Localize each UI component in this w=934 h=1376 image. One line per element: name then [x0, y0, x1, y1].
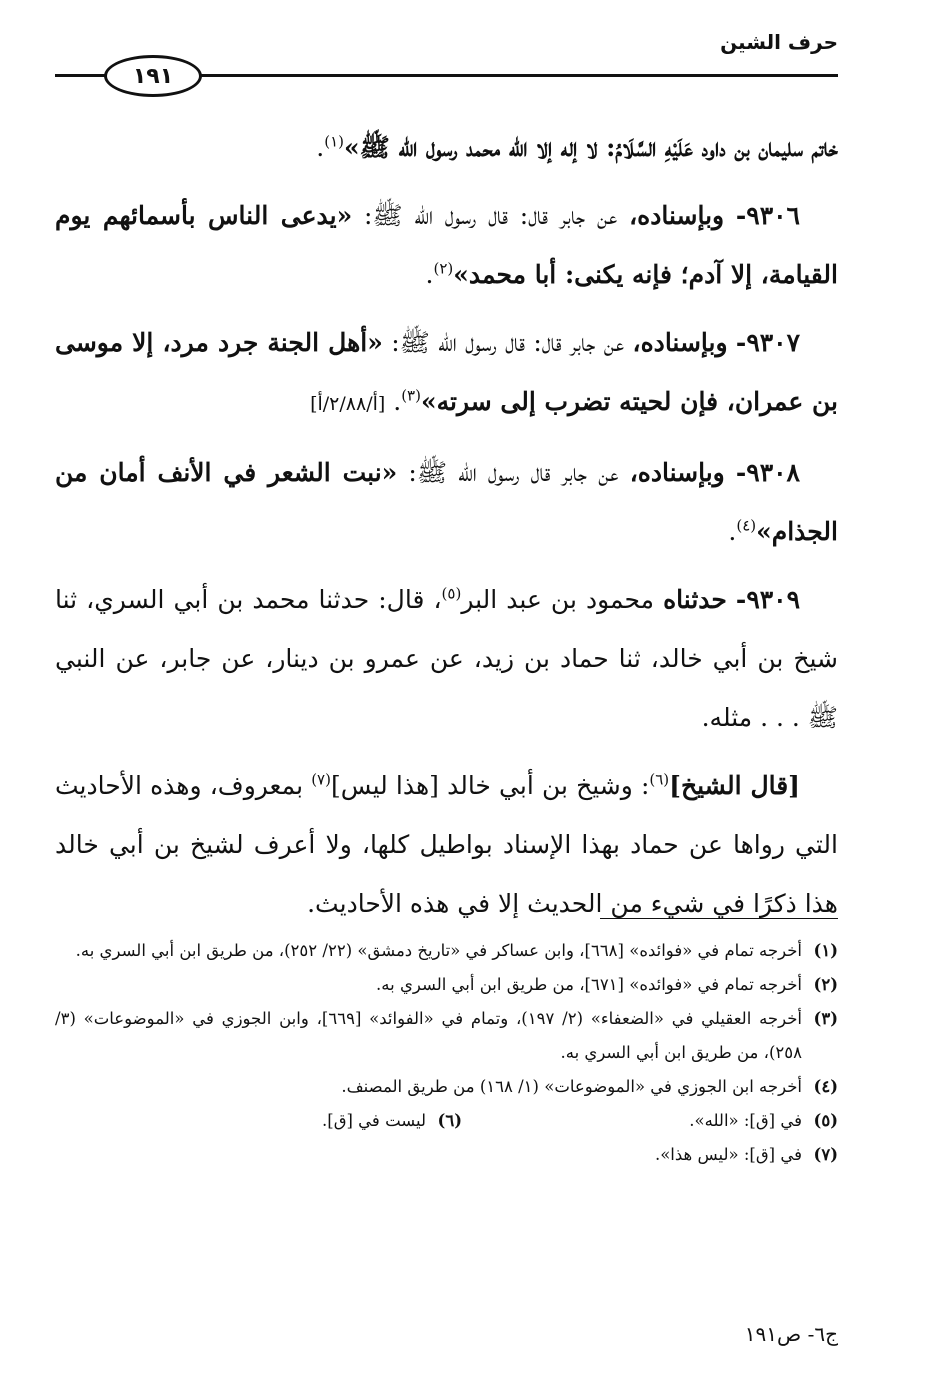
hadith-9306: [55, 186, 838, 304]
manuscript-ref: [أ/٢/٨٨/أ]: [310, 393, 386, 415]
running-head: حرف الشين: [720, 30, 838, 54]
hadith-9307: [55, 313, 838, 434]
text: عن جابر قال رسول الله ﷺ:: [408, 458, 619, 487]
footnote-ref: (٧): [311, 770, 331, 789]
footnote-text: أخرجه ابن الجوزي في «الموضوعات» (١/ ١٦٨) من طريق المصنف.: [341, 1077, 802, 1096]
text: محمود بن عبد البر: [461, 585, 654, 614]
hadith-lead: وبإسناده،: [629, 458, 725, 487]
footnote-row: [55, 1104, 838, 1138]
footnote-number: (٣): [813, 1009, 838, 1028]
sheikh-comment: [55, 756, 838, 933]
footnote-ref: (٢): [433, 259, 454, 278]
hadith-9308: [55, 443, 838, 561]
text: : وشيخ بن أبي خالد [هذا ليس]: [330, 771, 650, 800]
footnote-5: [462, 1104, 838, 1138]
text: .: [393, 387, 402, 416]
footnote-text: في [ق]: «ليس هذا».: [654, 1145, 802, 1164]
text: خاتم سليمان بن داود عَلَيْهِ السَّلَامُ: لا إله إلا الله محمد رسول الله ﷺ»: [344, 133, 838, 162]
hadith-lead: وبإسناده،: [632, 328, 728, 357]
footnote-3: [55, 1002, 838, 1070]
footnote-number: (٢): [813, 975, 838, 994]
comment-lead: [قال الشيخ]: [669, 771, 801, 800]
footnote-text: أخرجه العقيلي في «الضعفاء» (٢/ ١٩٧)، وتمام في «الفوائد» [٦٦٩]، وابن الجوزي في «الموضوعات» (٣/ ٢٥٨)، من طريق ابن أبي السري به.: [55, 1009, 802, 1062]
hadith-quote: «يدعى الناس بأسمائهم يوم القيامة، إلا آدم؛ فإنه يكنى: أبا محمد»: [55, 201, 838, 289]
hadith-9309: [55, 570, 838, 747]
text: بمعروف، وهذه الأحاديث التي رواها عن حماد بهذا الإسناد بواطيل كلها، ولا أعرف لشيخ بن أبي خالد هذا ذكرًا في شيء من الحديث إلا في هذه الأحاديث.: [55, 771, 838, 918]
footnote-number: (٥): [813, 1111, 838, 1130]
text: ، قال: حدثنا محمد بن أبي السري، ثنا شيخ بن أبي خالد، ثنا حماد بن زيد، عن عمرو بن دينار، عن جابر، عن النبي ﷺ . . . مثله.: [55, 585, 838, 732]
hadith-number: ٩٣٠٨-: [735, 458, 800, 487]
hadith-number: ٩٣٠٩-: [735, 585, 801, 614]
footnote-number: (٧): [813, 1145, 838, 1164]
footnote-1: [55, 934, 838, 968]
footnote-number: (١): [813, 941, 838, 960]
footnote-ref: (٦): [649, 770, 670, 789]
text: .: [728, 517, 737, 546]
footnote-4: [55, 1070, 838, 1104]
hadith-quote: «نبت الشعر في الأنف أمان من الجذام»: [55, 458, 838, 546]
text: عن جابر قال: قال رسول الله ﷺ:: [391, 328, 625, 357]
footnote-number: (٦): [437, 1111, 462, 1130]
hadith-number: ٩٣٠٦-: [735, 201, 800, 230]
main-text: [55, 118, 838, 942]
hadith-number: ٩٣٠٧-: [735, 328, 801, 357]
footnote-6: [322, 1104, 462, 1138]
page-number: ١٩١: [132, 63, 174, 89]
footnote-ref: (٣): [401, 386, 421, 405]
text: عن جابر قال: قال رسول الله ﷺ:: [363, 201, 618, 230]
volume-page-signature: ج٦- ص١٩١: [744, 1322, 838, 1346]
text: .: [425, 260, 434, 289]
footnotes: [55, 934, 838, 1172]
footnote-text: أخرجه تمام في «فوائده» [٦٧١]، من طريق ابن أبي السري به.: [376, 975, 802, 994]
page-number-badge: [104, 55, 202, 97]
footnote-text: أخرجه تمام في «فوائده» [٦٦٨]، وابن عساكر في «تاريخ دمشق» (٢٢/ ٢٥٢)، من طريق ابن أبي السري به.: [75, 941, 802, 960]
footnote-2: [55, 968, 838, 1002]
footnote-number: (٤): [813, 1077, 838, 1096]
footnote-7: [55, 1138, 838, 1172]
footnote-text: في [ق]: «الله».: [689, 1111, 802, 1130]
footnote-ref: (٤): [736, 516, 757, 535]
footnote-ref: (٥): [441, 584, 462, 603]
hadith-quote: «أهل الجنة جرد مرد، إلا موسى بن عمران، فإن لحيته تضرب إلى سرته»: [55, 328, 838, 416]
footnote-text: ليست في [ق].: [322, 1111, 426, 1130]
hadith-lead: حدثناه: [663, 585, 727, 614]
paragraph-continuation: [55, 118, 838, 177]
footnote-rule: [600, 918, 838, 919]
footnote-ref: (١): [324, 132, 345, 151]
text: .: [316, 133, 325, 162]
hadith-lead: وبإسناده،: [629, 201, 725, 230]
